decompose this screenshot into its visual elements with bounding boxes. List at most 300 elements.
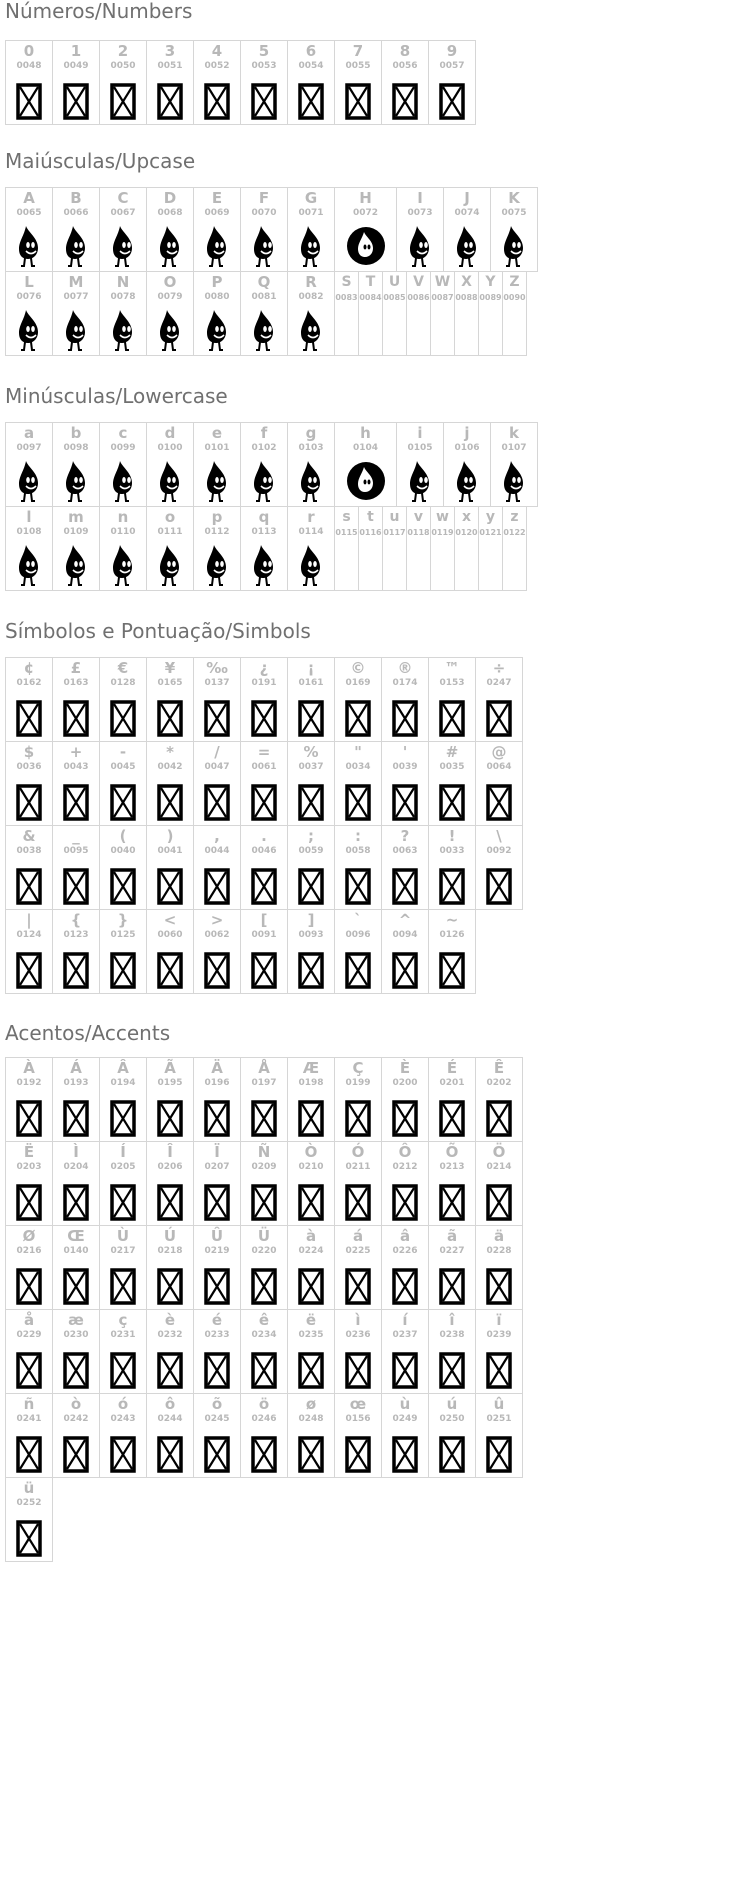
glyph-code: 0120 (455, 528, 478, 537)
drop-character-icon (346, 461, 386, 501)
glyph-cell (147, 1310, 194, 1394)
glyph-cell (241, 658, 288, 742)
glyph-character: ó (117, 1395, 129, 1413)
glyph-character: | (26, 911, 32, 929)
drop-character-icon (452, 224, 482, 268)
glyph-code: 0067 (110, 208, 136, 218)
missing-glyph-icon (251, 83, 277, 120)
glyph-code: 0207 (204, 1162, 230, 1172)
section-title: Maiúsculas/Upcase (5, 149, 196, 173)
glyph-character: + (69, 743, 83, 761)
glyph-character: ~ (445, 911, 459, 929)
glyph-character: = (257, 743, 271, 761)
glyph-character: B (70, 189, 82, 207)
glyph-character: m (68, 508, 84, 526)
glyph-cell (6, 188, 53, 272)
glyph-character: e (211, 424, 223, 442)
section-upcase (0, 150, 730, 370)
glyph-cell (100, 742, 147, 826)
glyph-cell (288, 1226, 335, 1310)
missing-glyph-icon (110, 1436, 136, 1473)
missing-glyph-icon (345, 952, 371, 989)
glyph-character: õ (211, 1395, 223, 1413)
glyph-character: ä (493, 1227, 505, 1245)
glyph-code: 0033 (439, 846, 465, 856)
missing-glyph-icon (110, 868, 136, 905)
glyph-cell (241, 1310, 288, 1394)
drop-character-icon (108, 224, 138, 268)
glyph-code: 0087 (431, 293, 454, 302)
missing-glyph-icon (439, 952, 465, 989)
missing-glyph-icon (251, 1184, 277, 1221)
glyph-code: 0109 (63, 527, 89, 537)
glyph-code: 0250 (439, 1414, 465, 1424)
glyph-code: 0050 (110, 61, 136, 71)
glyph-code: 0227 (439, 1246, 465, 1256)
glyph-cell (6, 742, 53, 826)
drop-character-icon (249, 224, 279, 268)
glyph-character: P (211, 273, 223, 291)
missing-glyph-icon (204, 1436, 230, 1473)
glyph-cell (382, 658, 429, 742)
glyph-character: â (399, 1227, 411, 1245)
glyph-character: K (508, 189, 520, 207)
glyph-cell (455, 272, 479, 356)
drop-character-icon (405, 459, 435, 503)
missing-glyph-icon (392, 83, 418, 120)
glyph-code: 0034 (345, 762, 371, 772)
missing-glyph-icon (63, 700, 89, 737)
glyph-code: 0233 (204, 1330, 230, 1340)
glyph-code: 0036 (16, 762, 42, 772)
glyph-cell (407, 272, 431, 356)
missing-glyph-icon (63, 1268, 89, 1305)
glyph-code: 0097 (16, 443, 42, 453)
glyph-character: 3 (164, 42, 176, 60)
glyph-character: " (354, 743, 362, 761)
missing-glyph-icon (298, 83, 324, 120)
glyph-cell (241, 910, 288, 994)
glyph-cell (147, 742, 194, 826)
glyph-code: 0242 (63, 1414, 89, 1424)
glyph-code: 0072 (352, 208, 379, 218)
glyph-code: 0169 (345, 678, 371, 688)
glyph-cell (194, 507, 241, 591)
glyph-row (6, 826, 523, 910)
glyph-cell (241, 188, 288, 272)
glyph-character: œ (349, 1395, 367, 1413)
glyph-cell (53, 742, 100, 826)
glyph-character: ™ (444, 659, 460, 677)
glyph-character: Ê (493, 1059, 505, 1077)
glyph-cell (100, 1310, 147, 1394)
glyph-cell (335, 423, 397, 507)
glyph-code: 0092 (486, 846, 512, 856)
glyph-code: 0108 (16, 527, 42, 537)
drop-character-icon (108, 308, 138, 352)
glyph-cell (288, 1394, 335, 1478)
glyph-code: 0061 (251, 762, 277, 772)
drop-character-icon (249, 308, 279, 352)
glyph-code: 0043 (63, 762, 89, 772)
glyph-character: t (367, 509, 374, 525)
glyph-cell (194, 1394, 241, 1478)
glyph-code: 0101 (204, 443, 230, 453)
glyph-code: 0229 (16, 1330, 42, 1340)
glyph-row (6, 1142, 523, 1226)
glyph-character: n (117, 508, 129, 526)
glyph-code: 0075 (501, 208, 527, 218)
glyph-cell (6, 423, 53, 507)
missing-glyph-icon (486, 1436, 512, 1473)
glyph-code: 0115 (335, 528, 358, 537)
missing-glyph-icon (298, 700, 324, 737)
missing-glyph-icon (345, 1352, 371, 1389)
missing-glyph-icon (298, 1100, 324, 1137)
glyph-cell (429, 41, 476, 125)
missing-glyph-icon (345, 83, 371, 120)
glyph-character: û (493, 1395, 505, 1413)
glyph-cell (476, 1142, 523, 1226)
glyph-cell (288, 826, 335, 910)
glyph-character: $ (23, 743, 35, 761)
missing-glyph-icon (16, 1352, 42, 1389)
missing-glyph-icon (110, 1268, 136, 1305)
glyph-code: 0079 (157, 292, 183, 302)
glyph-code: 0249 (392, 1414, 418, 1424)
glyph-character: Á (70, 1059, 82, 1077)
glyph-character: Ø (22, 1227, 36, 1245)
drop-character-icon (155, 308, 185, 352)
glyph-cell (491, 188, 538, 272)
glyph-code: 0174 (392, 678, 418, 688)
missing-glyph-icon (16, 83, 42, 120)
glyph-code: 0073 (407, 208, 433, 218)
glyph-character: ã (446, 1227, 458, 1245)
glyph-cell (100, 826, 147, 910)
glyph-code: 0205 (110, 1162, 136, 1172)
glyph-character: Y (485, 274, 496, 290)
missing-glyph-icon (439, 784, 465, 821)
glyph-cell (241, 1142, 288, 1226)
glyph-code: 0069 (204, 208, 230, 218)
missing-glyph-icon (157, 868, 183, 905)
missing-glyph-icon (63, 952, 89, 989)
glyph-cell (6, 41, 53, 125)
glyph-cell (6, 1310, 53, 1394)
drop-character-icon (61, 224, 91, 268)
missing-glyph-icon (157, 1184, 183, 1221)
glyph-character: Ç (352, 1059, 364, 1077)
missing-glyph-icon (157, 952, 183, 989)
glyph-cell (335, 507, 359, 591)
glyph-cell (194, 41, 241, 125)
glyph-character: E (211, 189, 223, 207)
glyph-character: Û (210, 1227, 224, 1245)
glyph-code: 0057 (439, 61, 465, 71)
glyph-cell (429, 1310, 476, 1394)
missing-glyph-icon (439, 1184, 465, 1221)
glyph-character: , (214, 827, 220, 845)
missing-glyph-icon (204, 83, 230, 120)
glyph-cell (53, 1394, 100, 1478)
glyph-cell (147, 272, 194, 356)
missing-glyph-icon (204, 1100, 230, 1137)
glyph-code: 0121 (479, 528, 502, 537)
glyph-cell (194, 910, 241, 994)
glyph-row (6, 742, 523, 826)
glyph-character: R (305, 273, 317, 291)
glyph-character: æ (68, 1311, 84, 1329)
glyph-character: C (117, 189, 129, 207)
glyph-cell (383, 272, 407, 356)
glyph-code: 0165 (157, 678, 183, 688)
missing-glyph-icon (251, 1268, 277, 1305)
glyph-cell (147, 188, 194, 272)
glyph-cell (147, 507, 194, 591)
glyph-cell (382, 1058, 429, 1142)
missing-glyph-icon (486, 700, 512, 737)
missing-glyph-icon (63, 1184, 89, 1221)
missing-glyph-icon (439, 1436, 465, 1473)
glyph-character: Í (120, 1143, 126, 1161)
glyph-character: F (258, 189, 270, 207)
drop-character-icon (14, 543, 44, 587)
missing-glyph-icon (110, 1184, 136, 1221)
glyph-cell (147, 658, 194, 742)
missing-glyph-icon (345, 1184, 371, 1221)
glyph-character: ‰ (206, 659, 228, 677)
drop-character-icon (296, 308, 326, 352)
glyph-character: 6 (305, 42, 317, 60)
glyph-row (6, 1478, 523, 1562)
glyph-code: 0105 (407, 443, 433, 453)
glyph-character: Î (167, 1143, 173, 1161)
glyph-cell (382, 826, 429, 910)
glyph-character: Ô (398, 1143, 412, 1161)
glyph-cell (444, 423, 491, 507)
glyph-cell (194, 188, 241, 272)
drop-character-icon (249, 459, 279, 503)
glyph-cell (53, 1310, 100, 1394)
missing-glyph-icon (157, 784, 183, 821)
glyph-cell (288, 272, 335, 356)
glyph-character: ? (400, 827, 410, 845)
missing-glyph-icon (439, 1268, 465, 1305)
glyph-cell (100, 41, 147, 125)
drop-character-icon (346, 226, 386, 266)
glyph-code: 0252 (16, 1498, 42, 1508)
glyph-cell (407, 507, 431, 591)
character-grid (5, 1057, 523, 1562)
glyph-character: ] (307, 911, 315, 929)
glyph-code: 0064 (486, 762, 512, 772)
glyph-character: í (402, 1311, 408, 1329)
glyph-code: 0195 (157, 1078, 183, 1088)
glyph-code: 0054 (298, 61, 324, 71)
glyph-character: Q (257, 273, 271, 291)
missing-glyph-icon (345, 784, 371, 821)
missing-glyph-icon (63, 868, 89, 905)
section-lowercase (0, 385, 730, 605)
glyph-cell (429, 658, 476, 742)
glyph-code: 0114 (298, 527, 324, 537)
missing-glyph-icon (157, 1268, 183, 1305)
glyph-cell (288, 742, 335, 826)
glyph-cell (6, 507, 53, 591)
glyph-character: ® (397, 659, 413, 677)
glyph-cell (147, 1394, 194, 1478)
glyph-cell (288, 910, 335, 994)
glyph-cell (147, 41, 194, 125)
glyph-character: À (23, 1059, 35, 1077)
glyph-cell (382, 1226, 429, 1310)
glyph-cell (383, 507, 407, 591)
glyph-cell (397, 188, 444, 272)
glyph-cell (53, 272, 100, 356)
section-title: Minúsculas/Lowercase (5, 384, 228, 408)
drop-character-icon (202, 308, 232, 352)
glyph-code: 0194 (110, 1078, 136, 1088)
missing-glyph-icon (16, 1184, 42, 1221)
missing-glyph-icon (157, 1100, 183, 1137)
glyph-cell (53, 423, 100, 507)
glyph-code: 0238 (439, 1330, 465, 1340)
glyph-cell (335, 910, 382, 994)
glyph-character: ¥ (164, 659, 176, 677)
section-numbers (0, 0, 730, 130)
glyph-cell (6, 272, 53, 356)
glyph-code: 0140 (63, 1246, 89, 1256)
glyph-cell (429, 742, 476, 826)
glyph-cell (100, 658, 147, 742)
glyph-character: { (70, 911, 82, 929)
missing-glyph-icon (204, 700, 230, 737)
glyph-code: 0243 (110, 1414, 136, 1424)
glyph-cell (335, 742, 382, 826)
glyph-code: 0082 (298, 292, 324, 302)
glyph-character: ú (446, 1395, 458, 1413)
glyph-character: ¡ (307, 659, 315, 677)
glyph-cell (147, 1058, 194, 1142)
glyph-character: è (164, 1311, 176, 1329)
glyph-cell (194, 1310, 241, 1394)
glyph-cell (335, 1226, 382, 1310)
glyph-code: 0106 (454, 443, 480, 453)
character-grid (5, 187, 538, 356)
glyph-cell (382, 910, 429, 994)
missing-glyph-icon (345, 1268, 371, 1305)
glyph-code: 0049 (63, 61, 89, 71)
missing-glyph-icon (251, 784, 277, 821)
missing-glyph-icon (110, 784, 136, 821)
glyph-character: r (307, 508, 315, 526)
glyph-code: 0153 (439, 678, 465, 688)
section-accents (0, 1022, 730, 1882)
glyph-code: 0118 (407, 528, 430, 537)
glyph-code: 0244 (157, 1414, 183, 1424)
glyph-character: o (164, 508, 176, 526)
glyph-row (6, 507, 538, 591)
missing-glyph-icon (157, 83, 183, 120)
glyph-cell (444, 188, 491, 272)
glyph-code: 0234 (251, 1330, 277, 1340)
missing-glyph-icon (439, 700, 465, 737)
glyph-cell (335, 658, 382, 742)
glyph-cell (194, 1226, 241, 1310)
glyph-code: 0070 (251, 208, 277, 218)
glyph-character: Ó (351, 1143, 365, 1161)
glyph-cell (100, 1226, 147, 1310)
missing-glyph-icon (392, 1184, 418, 1221)
glyph-character: N (116, 273, 130, 291)
missing-glyph-icon (345, 1436, 371, 1473)
missing-glyph-icon (16, 1100, 42, 1137)
glyph-code: 0080 (204, 292, 230, 302)
missing-glyph-icon (439, 868, 465, 905)
missing-glyph-icon (157, 1352, 183, 1389)
glyph-code: 0161 (298, 678, 324, 688)
glyph-character: Œ (67, 1227, 85, 1245)
drop-character-icon (155, 459, 185, 503)
glyph-code: 0217 (110, 1246, 136, 1256)
glyph-code: 0091 (251, 930, 277, 940)
glyph-code: 0113 (251, 527, 277, 537)
glyph-character: l (26, 508, 32, 526)
missing-glyph-icon (486, 1100, 512, 1137)
glyph-code: 0163 (63, 678, 89, 688)
drop-character-icon (202, 459, 232, 503)
glyph-code: 0044 (204, 846, 230, 856)
glyph-character: 5 (258, 42, 270, 60)
glyph-cell (382, 1142, 429, 1226)
missing-glyph-icon (204, 868, 230, 905)
glyph-character: } (117, 911, 129, 929)
glyph-code: 0206 (157, 1162, 183, 1172)
glyph-code: 0107 (501, 443, 527, 453)
glyph-cell (53, 910, 100, 994)
missing-glyph-icon (63, 1352, 89, 1389)
glyph-code: 0076 (16, 292, 42, 302)
glyph-cell (382, 1310, 429, 1394)
glyph-code: 0099 (110, 443, 136, 453)
glyph-code: 0156 (345, 1414, 371, 1424)
glyph-character: c (118, 424, 128, 442)
glyph-character: ç (118, 1311, 128, 1329)
missing-glyph-icon (204, 1268, 230, 1305)
drop-character-icon (499, 224, 529, 268)
glyph-cell (100, 1142, 147, 1226)
glyph-cell (6, 1478, 53, 1562)
glyph-character: ê (258, 1311, 270, 1329)
glyph-code: 0203 (16, 1162, 42, 1172)
glyph-cell (479, 272, 503, 356)
glyph-cell (476, 1226, 523, 1310)
glyph-character: ñ (23, 1395, 35, 1413)
glyph-code: 0088 (455, 293, 478, 302)
drop-character-icon (14, 308, 44, 352)
glyph-character: ¢ (23, 659, 35, 677)
glyph-code: 0237 (392, 1330, 418, 1340)
glyph-code: 0125 (110, 930, 136, 940)
glyph-character: V (413, 274, 424, 290)
glyph-character: j (464, 424, 470, 442)
glyph-character: Ä (211, 1059, 223, 1077)
glyph-character: Ù (116, 1227, 130, 1245)
missing-glyph-icon (439, 83, 465, 120)
glyph-character: Ì (73, 1143, 79, 1161)
glyph-row (6, 1058, 523, 1142)
